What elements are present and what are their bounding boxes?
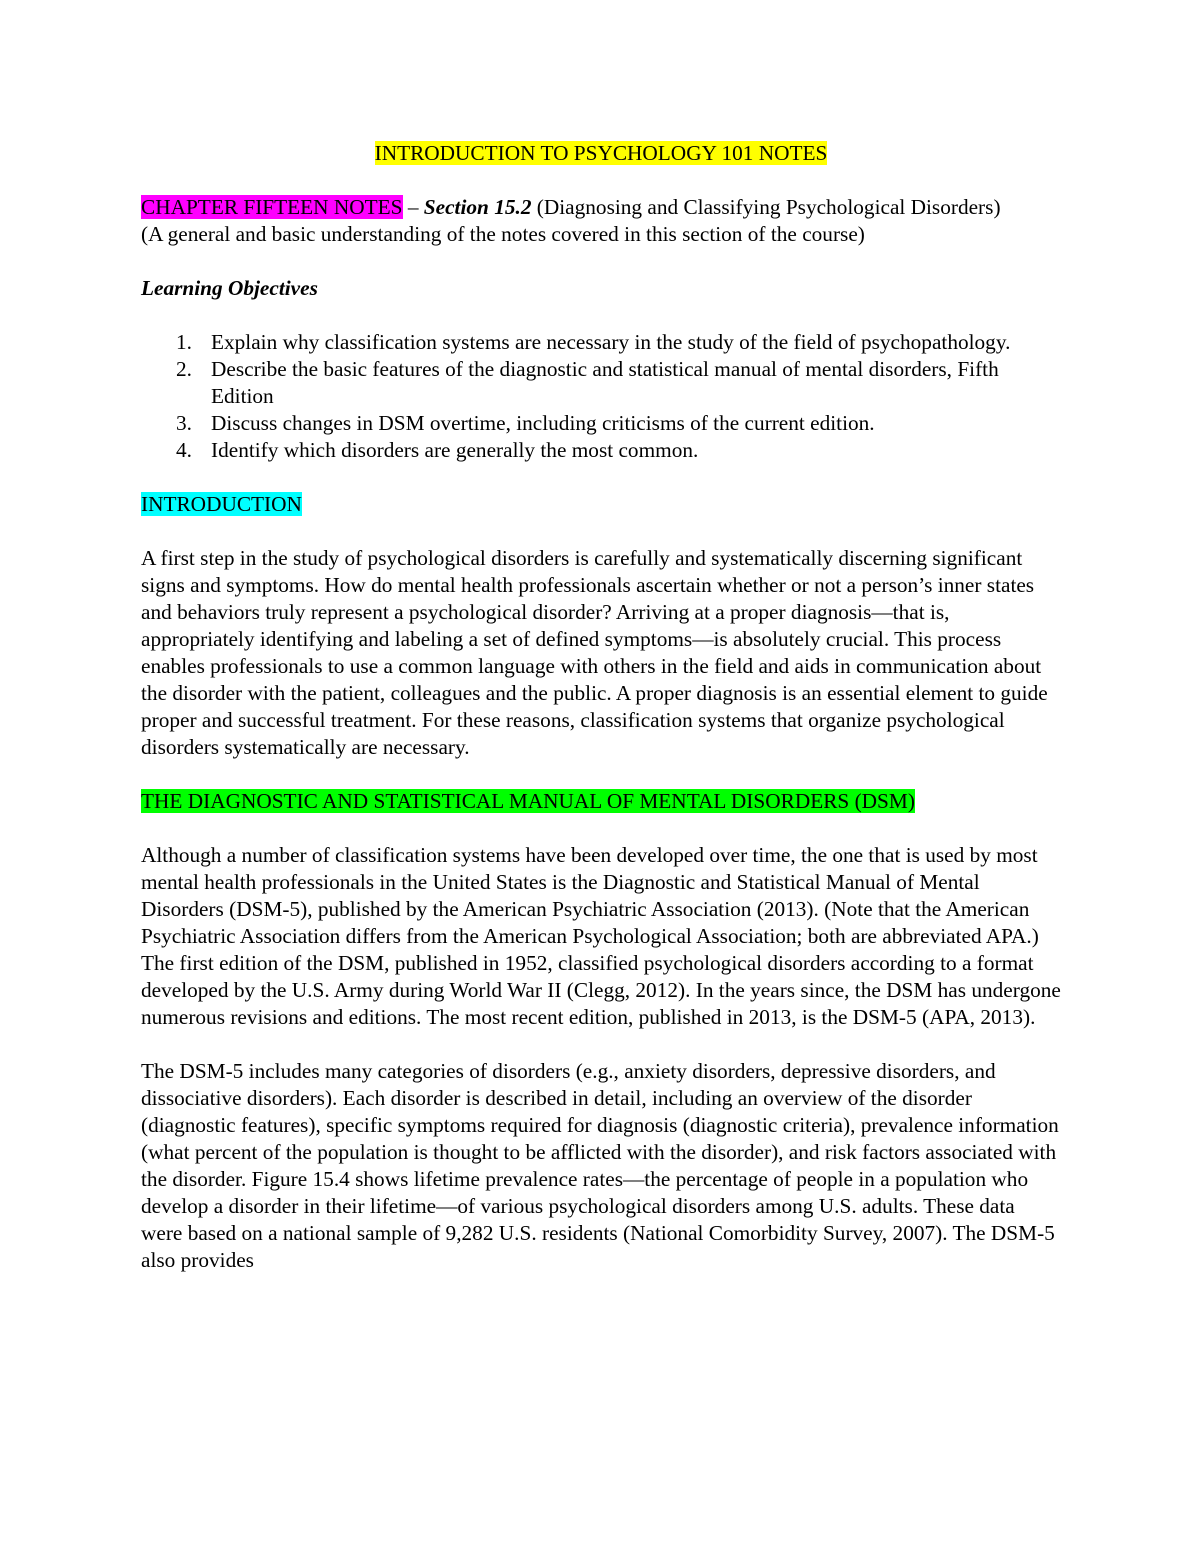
chapter-subtitle: (A general and basic understanding of the notes covered in this section of the course) <box>141 222 865 246</box>
introduction-heading-line <box>141 491 1061 518</box>
list-item <box>176 329 1061 356</box>
dsm-paragraph-2: The DSM-5 includes many categories of disorders (e.g., anxiety disorders, depressive disorders, and dissociative disorders). Each disorder is described in detail, including an overview of the disorder (diagnostic features), specific symptoms required for diagnosis (diagnostic criteria), prevalence information (what percent of the population is thought to be afflicted with the disorder), and risk factors associated with the disorder. Figure 15.4 shows lifetime prevalence rates—the percentage of people in a population who develop a disorder in their lifetime—of various psychological disorders among U.S. adults. These data were based on a national sample of 9,282 U.S. residents (National Comorbidity Survey, 2007). The DSM-5 also provides <box>141 1059 1059 1272</box>
list-item <box>176 356 1061 410</box>
list-item-text: Discuss changes in DSM overtime, including criticisms of the current edition. <box>211 411 875 435</box>
list-item-number: 1. <box>176 330 192 354</box>
list-item-text: Explain why classification systems are necessary in the study of the field of psychopathology. <box>211 330 1011 354</box>
dsm-paragraph-1: Although a number of classification systems have been developed over time, the one that is used by most mental health professionals in the United States is the Diagnostic and Statistical Manual of Mental Disorders (DSM-5), published by the American Psychiatric Association (2013). (Note that the American Psychiatric Association differs from the American Psychological Association; both are abbreviated APA.) The first edition of the DSM, published in 1952, classified psychological disorders according to a format developed by the U.S. Army during World War II (Clegg, 2012). In the years since, the DSM has undergone numerous revisions and editions. The most recent edition, published in 2013, is the DSM-5 (APA, 2013). <box>141 843 1061 1029</box>
document-title: INTRODUCTION TO PSYCHOLOGY 101 NOTES <box>374 141 828 165</box>
list-item-text: Describe the basic features of the diagnostic and statistical manual of mental disorders, Fifth Edition <box>211 357 999 408</box>
document-title-line <box>141 140 1061 167</box>
dsm-heading-line <box>141 788 1061 815</box>
chapter-line <box>141 194 1061 221</box>
list-item <box>176 437 1061 464</box>
introduction-heading: INTRODUCTION <box>141 492 302 516</box>
document-page <box>141 140 1061 1274</box>
list-item-text: Identify which disorders are generally the most common. <box>211 438 699 462</box>
section-topic: (Diagnosing and Classifying Psychological Disorders) <box>531 195 1001 219</box>
learning-objectives-heading: Learning Objectives <box>141 276 318 300</box>
chapter-label: CHAPTER FIFTEEN NOTES <box>141 195 403 219</box>
introduction-paragraph: A first step in the study of psychological disorders is carefully and systematically discerning significant signs and symptoms. How do mental health professionals ascertain whether or not a person’s inner states and behaviors truly represent a psychological disorder? Arriving at a proper diagnosis—that is, appropriately identifying and labeling a set of defined symptoms—is absolutely crucial. This process enables professionals to use a common language with others in the field and aids in communication about the disorder with the patient, colleagues and the public. A proper diagnosis is an essential element to guide proper and successful treatment. For these reasons, classification systems that organize psychological disorders systematically are necessary. <box>141 546 1048 759</box>
learning-objectives-list <box>141 329 1061 464</box>
list-item-number: 4. <box>176 438 192 462</box>
list-item <box>176 410 1061 437</box>
chapter-dash: – <box>402 195 424 219</box>
list-item-number: 3. <box>176 411 192 435</box>
section-number: Section 15.2 <box>423 195 532 219</box>
dsm-heading: THE DIAGNOSTIC AND STATISTICAL MANUAL OF MENTAL DISORDERS (DSM) <box>141 789 915 813</box>
list-item-number: 2. <box>176 357 192 381</box>
